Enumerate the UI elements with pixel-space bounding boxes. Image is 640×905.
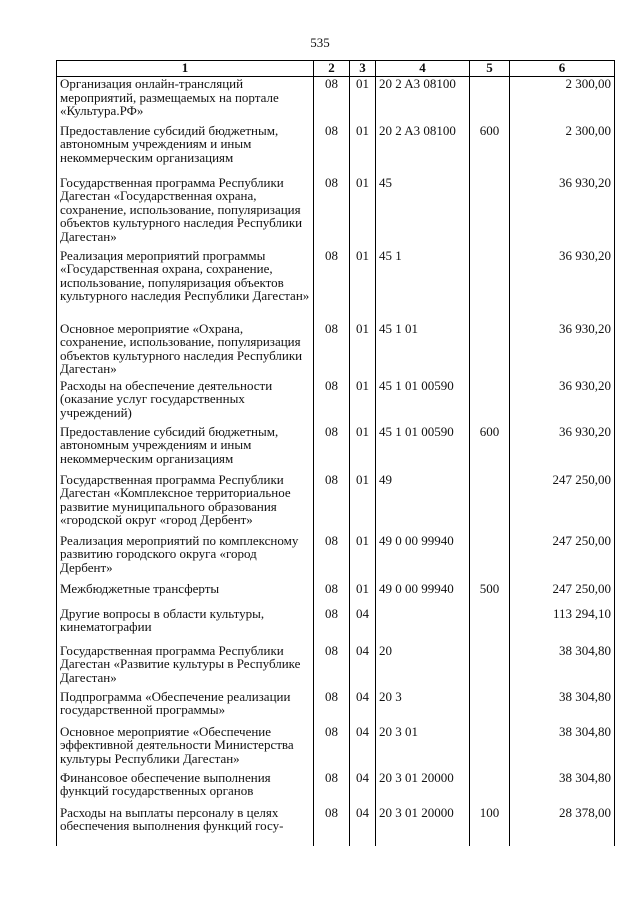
row-cell-col6: 38 304,80 xyxy=(510,725,615,771)
row-cell-col6: 38 304,80 xyxy=(510,771,615,806)
table-row xyxy=(57,582,615,607)
row-description: Государственная программа Республики Дагестан «Государственная охрана, сохранение, использование, популяризация объектов культурного наследия Республики Дагестан» xyxy=(57,176,314,249)
row-cell-col2: 08 xyxy=(314,249,350,322)
row-description: Реализация мероприятий по комплексному развитию городского округа «город Дербент» xyxy=(57,534,314,582)
row-cell-col5 xyxy=(470,249,510,322)
row-description: Реализация мероприятий программы «Государственная охрана, сохранение, использование, популяризация объектов культурного наследия Республики Дагестан» xyxy=(57,249,314,322)
row-cell-col2: 08 xyxy=(314,644,350,690)
table-row xyxy=(57,77,615,124)
row-description: Предоставление субсидий бюджетным, автономным учреждениям и иным некоммерческим организациям xyxy=(57,425,314,473)
row-cell-col4: 20 3 xyxy=(376,690,470,725)
column-header: 6 xyxy=(510,61,615,77)
row-cell-col4: 20 xyxy=(376,644,470,690)
table-row xyxy=(57,644,615,690)
row-cell-col5 xyxy=(470,77,510,124)
row-description: Предоставление субсидий бюджетным, автономным учреждениям и иным некоммерческим организациям xyxy=(57,124,314,176)
row-cell-col4 xyxy=(376,607,470,644)
table-row xyxy=(57,534,615,582)
row-cell-col5 xyxy=(470,322,510,379)
row-cell-col4: 49 0 00 99940 xyxy=(376,534,470,582)
row-cell-col4: 49 0 00 99940 xyxy=(376,582,470,607)
row-cell-col6: 247 250,00 xyxy=(510,534,615,582)
table-row xyxy=(57,379,615,425)
row-cell-col5 xyxy=(470,534,510,582)
column-header: 1 xyxy=(57,61,314,77)
row-description: Государственная программа Республики Дагестан «Развитие культуры в Республике Дагестан» xyxy=(57,644,314,690)
row-description: Расходы на обеспечение деятельности (оказание услуг государственных учреждений) xyxy=(57,379,314,425)
row-description: Подпрограмма «Обеспечение реализации государственной программы» xyxy=(57,690,314,725)
row-cell-col2: 08 xyxy=(314,473,350,534)
row-cell-col3: 01 xyxy=(350,534,376,582)
row-cell-col4: 45 1 01 00590 xyxy=(376,379,470,425)
row-cell-col6: 2 300,00 xyxy=(510,124,615,176)
row-cell-col5 xyxy=(470,607,510,644)
row-cell-col2: 08 xyxy=(314,425,350,473)
row-cell-col3: 01 xyxy=(350,322,376,379)
row-cell-col2: 08 xyxy=(314,124,350,176)
row-cell-col6: 38 304,80 xyxy=(510,644,615,690)
row-cell-col3: 01 xyxy=(350,176,376,249)
row-cell-col4: 20 3 01 20000 xyxy=(376,771,470,806)
row-cell-col4: 45 1 01 00590 xyxy=(376,425,470,473)
table-row xyxy=(57,322,615,379)
row-cell-col2: 08 xyxy=(314,806,350,846)
column-header: 3 xyxy=(350,61,376,77)
table-row xyxy=(57,690,615,725)
budget-table xyxy=(56,60,615,846)
row-cell-col3: 04 xyxy=(350,690,376,725)
row-description: Организация онлайн-трансляций мероприятий, размещаемых на портале «Культура.РФ» xyxy=(57,77,314,124)
row-cell-col4: 45 1 xyxy=(376,249,470,322)
row-cell-col2: 08 xyxy=(314,322,350,379)
row-cell-col5 xyxy=(470,176,510,249)
table-row xyxy=(57,176,615,249)
row-cell-col6: 28 378,00 xyxy=(510,806,615,846)
row-cell-col2: 08 xyxy=(314,771,350,806)
row-cell-col2: 08 xyxy=(314,690,350,725)
row-cell-col3: 01 xyxy=(350,425,376,473)
table-row xyxy=(57,607,615,644)
row-cell-col4: 20 2 A3 08100 xyxy=(376,77,470,124)
row-cell-col6: 247 250,00 xyxy=(510,473,615,534)
row-cell-col4: 20 3 01 20000 xyxy=(376,806,470,846)
row-cell-col5: 600 xyxy=(470,425,510,473)
row-cell-col6: 36 930,20 xyxy=(510,379,615,425)
row-cell-col5 xyxy=(470,725,510,771)
row-description: Расходы на выплаты персоналу в целях обеспечения выполнения функций госу- xyxy=(57,806,314,846)
row-description: Основное мероприятие «Охрана, сохранение, использование, популяризация объектов культурного наследия Республики Дагестан» xyxy=(57,322,314,379)
column-header: 4 xyxy=(376,61,470,77)
column-header: 2 xyxy=(314,61,350,77)
row-cell-col5: 500 xyxy=(470,582,510,607)
row-cell-col3: 01 xyxy=(350,77,376,124)
row-cell-col6: 38 304,80 xyxy=(510,690,615,725)
row-cell-col3: 01 xyxy=(350,582,376,607)
row-cell-col4: 20 3 01 xyxy=(376,725,470,771)
row-cell-col2: 08 xyxy=(314,582,350,607)
row-description: Финансовое обеспечение выполнения функций государственных органов xyxy=(57,771,314,806)
row-description: Межбюджетные трансферты xyxy=(57,582,314,607)
row-cell-col5 xyxy=(470,771,510,806)
row-cell-col4: 49 xyxy=(376,473,470,534)
row-cell-col5: 100 xyxy=(470,806,510,846)
row-description: Государственная программа Республики Дагестан «Комплексное территориальное развитие муниципального образования «городской округ «город Дербент» xyxy=(57,473,314,534)
row-cell-col3: 01 xyxy=(350,124,376,176)
row-cell-col2: 08 xyxy=(314,379,350,425)
table-row xyxy=(57,725,615,771)
row-cell-col3: 01 xyxy=(350,249,376,322)
row-cell-col3: 04 xyxy=(350,806,376,846)
row-cell-col6: 247 250,00 xyxy=(510,582,615,607)
row-cell-col2: 08 xyxy=(314,607,350,644)
row-cell-col2: 08 xyxy=(314,176,350,249)
table-row xyxy=(57,249,615,322)
row-description: Другие вопросы в области культуры, кинематографии xyxy=(57,607,314,644)
row-cell-col4: 20 2 A3 08100 xyxy=(376,124,470,176)
table-row xyxy=(57,124,615,176)
row-cell-col3: 04 xyxy=(350,771,376,806)
row-cell-col6: 36 930,20 xyxy=(510,322,615,379)
row-cell-col3: 04 xyxy=(350,725,376,771)
row-cell-col4: 45 1 01 xyxy=(376,322,470,379)
row-cell-col3: 01 xyxy=(350,473,376,534)
table-header-row xyxy=(57,61,615,77)
row-cell-col3: 04 xyxy=(350,644,376,690)
row-description: Основное мероприятие «Обеспечение эффективной деятельности Министерства культуры Республики Дагестан» xyxy=(57,725,314,771)
table-row xyxy=(57,771,615,806)
table-row xyxy=(57,425,615,473)
row-cell-col5 xyxy=(470,473,510,534)
row-cell-col3: 04 xyxy=(350,607,376,644)
row-cell-col5: 600 xyxy=(470,124,510,176)
row-cell-col6: 36 930,20 xyxy=(510,249,615,322)
row-cell-col4: 45 xyxy=(376,176,470,249)
row-cell-col6: 36 930,20 xyxy=(510,425,615,473)
row-cell-col2: 08 xyxy=(314,534,350,582)
row-cell-col2: 08 xyxy=(314,725,350,771)
row-cell-col3: 01 xyxy=(350,379,376,425)
page-number: 535 xyxy=(310,35,330,50)
row-cell-col2: 08 xyxy=(314,77,350,124)
table-row xyxy=(57,806,615,846)
row-cell-col6: 113 294,10 xyxy=(510,607,615,644)
row-cell-col6: 2 300,00 xyxy=(510,77,615,124)
row-cell-col5 xyxy=(470,644,510,690)
row-cell-col5 xyxy=(470,690,510,725)
column-header: 5 xyxy=(470,61,510,77)
table-row xyxy=(57,473,615,534)
row-cell-col5 xyxy=(470,379,510,425)
row-cell-col6: 36 930,20 xyxy=(510,176,615,249)
